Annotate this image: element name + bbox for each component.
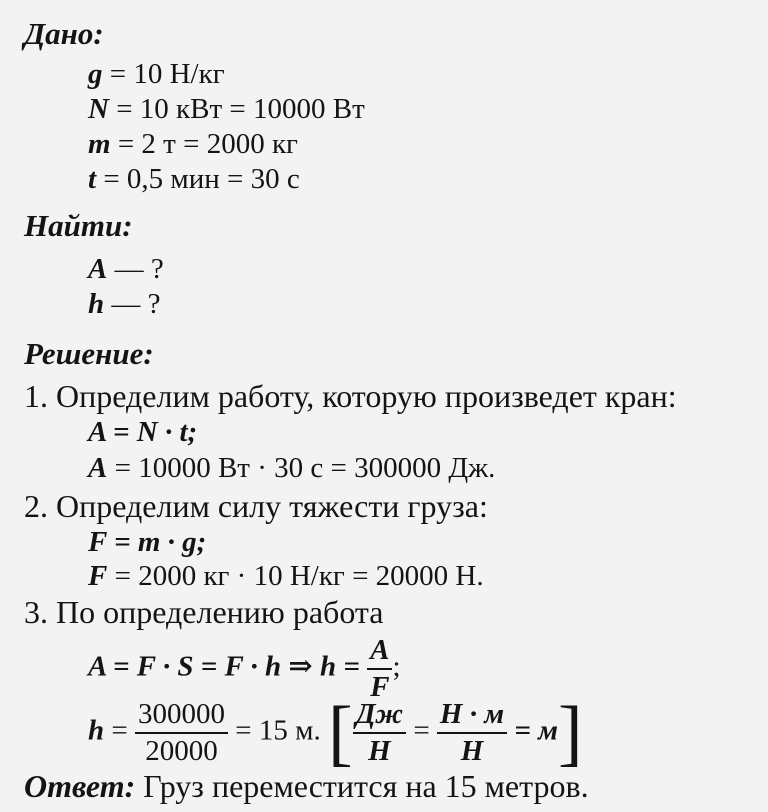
given-line-m [88, 130, 298, 159]
find-value: — ? [107, 253, 164, 285]
given-value: = 0,5 мин = 30 с [96, 163, 300, 195]
fraction-values [135, 700, 228, 766]
answer-text: Груз переместится на 15 метров. [135, 768, 589, 804]
formula-result: = 15 м. [228, 714, 321, 747]
unit-fraction-1 [353, 700, 406, 766]
fraction-denominator: Н [460, 735, 484, 767]
fraction-numerator: A [367, 636, 392, 670]
find-var: h [88, 288, 105, 320]
given-line-n [88, 95, 365, 124]
find-line-a [88, 255, 164, 284]
formula-var: h [88, 714, 105, 747]
step3-text: 3. По определению работа [24, 594, 384, 630]
bracket-open: [ [327, 692, 353, 774]
find-heading: Найти: [24, 208, 133, 243]
step3-formula-b [88, 692, 583, 774]
bracket-close: ] [558, 692, 583, 774]
given-var: m [88, 128, 111, 160]
formula-text: A = F · S = F · h ⇒ h = [88, 650, 360, 683]
given-value: = 10 Н/кг [102, 58, 225, 90]
fraction-denominator: 20000 [145, 735, 218, 767]
formula-text: = 10000 Вт · 30 с = 300000 Дж. [107, 452, 496, 484]
fraction-numerator: 300000 [135, 700, 228, 734]
formula-var: F [88, 560, 108, 592]
step2-formula-b [88, 562, 484, 591]
fraction-a-over-f [367, 636, 392, 702]
step3-formula-a [88, 636, 401, 702]
find-value: — ? [104, 288, 161, 320]
fraction-denominator: F [370, 671, 390, 703]
given-line-t [88, 165, 300, 194]
step2-formula-a: F = m · g; [88, 526, 207, 558]
unit-fraction-2 [437, 700, 507, 766]
answer-line [24, 770, 589, 802]
step2-text: 2. Определим силу тяжести груза: [24, 488, 488, 524]
formula-eq: = [104, 714, 135, 747]
fraction-numerator: Дж [353, 700, 406, 734]
unit-eq: = [406, 714, 437, 747]
solution-heading: Решение: [24, 336, 154, 371]
step1-formula-b [88, 454, 495, 483]
given-line-g [88, 60, 225, 89]
given-heading: Дано: [24, 16, 104, 51]
fraction-numerator: Н · м [437, 700, 507, 734]
fraction-denominator: Н [368, 735, 391, 767]
find-var: A [88, 253, 108, 285]
answer-label: Ответ: [24, 768, 136, 804]
formula-text: = 2000 кг · 10 Н/кг = 20000 Н. [107, 560, 484, 592]
step1-text: 1. Определим работу, которую произведет кран: [24, 378, 677, 414]
formula-end: ; [392, 650, 401, 683]
find-line-h [88, 290, 161, 319]
given-value: = 2 т = 2000 кг [110, 128, 298, 160]
given-var: t [88, 163, 97, 195]
formula-var: A [88, 452, 108, 484]
unit-result: = м [507, 714, 559, 747]
given-var: g [88, 58, 103, 90]
given-value: = 10 кВт = 10000 Вт [108, 93, 365, 125]
given-var: N [88, 93, 109, 125]
step1-formula-a: A = N · t; [88, 416, 198, 448]
